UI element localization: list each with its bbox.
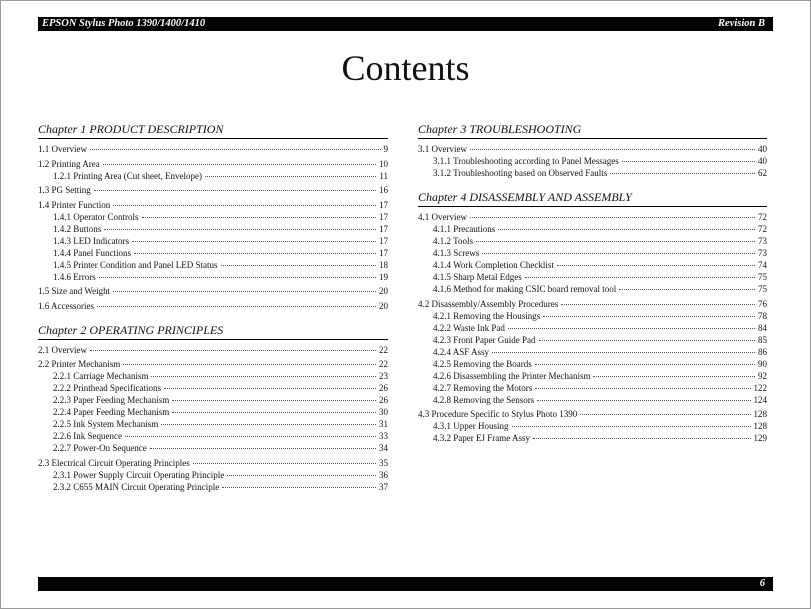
toc-entry[interactable] [38,184,388,196]
dot-leader [561,304,755,305]
dot-leader [482,253,755,254]
toc-entry[interactable] [418,408,767,420]
toc-entry-title: 4.1.5 Sharp Metal Edges [433,272,522,282]
toc-entry-title: 4.1.4 Work Completion Checklist [433,260,554,270]
dot-leader [172,412,376,413]
dot-leader [193,463,376,464]
dot-leader [99,277,376,278]
toc-entry-title: 4.1.3 Screws [433,248,480,258]
toc-left-column [38,120,388,502]
toc-entry[interactable] [418,247,767,259]
toc-entry-title: 1.4.1 Operator Controls [53,211,139,222]
toc-entry-page: 17 [379,247,388,258]
toc-entry-title: 2.3 Electrical Circuit Operating Principles [38,457,190,468]
toc-entry-page: 30 [379,407,388,417]
header-bar [38,17,773,31]
dot-leader [525,277,755,278]
toc-entry-page: 128 [753,421,767,431]
dot-leader [533,438,751,439]
toc-entry[interactable] [38,259,388,271]
toc-entry-page: 124 [753,394,767,405]
toc-entry[interactable] [38,223,388,235]
toc-entry-page: 22 [379,359,388,369]
toc-entry-title: 1.4.6 Errors [53,271,96,282]
toc-entry-page: 92 [758,370,767,381]
toc-entry-page: 72 [758,212,767,222]
toc-entry-page: 90 [758,358,767,369]
dot-leader [113,291,376,292]
toc-entry[interactable] [38,457,388,469]
toc-entry-page: 11 [379,170,388,181]
toc-entry-title: 3.1.2 Troubleshooting based on Observed Faults [433,168,608,178]
toc-entry-page: 23 [379,371,388,381]
toc-entry[interactable] [38,344,388,356]
toc-entry-page: 26 [379,383,388,393]
dot-leader [161,424,376,425]
toc-entry-page: 36 [379,469,388,480]
toc-entry[interactable] [38,271,388,283]
toc-entry-page: 73 [758,248,767,258]
toc-entry[interactable] [418,155,767,167]
toc-entry[interactable] [418,394,767,406]
dot-leader [610,173,755,174]
toc-entry-title: 2.2.3 Paper Feeding Mechanism [53,395,170,405]
toc-entry-page: 9 [383,144,388,154]
chapter-heading[interactable]: Chapter 3 TROUBLESHOOTING [418,120,767,139]
toc-entry[interactable] [418,322,767,334]
toc-entry[interactable] [38,418,388,430]
dot-leader [222,487,376,488]
chapter-heading[interactable]: Chapter 1 PRODUCT DESCRIPTION [38,120,388,139]
toc-entry-page: 128 [753,409,767,419]
toc-entry[interactable] [38,442,388,454]
page-title: Contents [341,48,470,88]
toc-entry-title: 1.2.1 Printing Area (Cut sheet, Envelope) [53,170,202,181]
toc-entry-title: 2.2.5 Ink System Mechanism [53,419,159,429]
toc-entry-page: 31 [379,419,388,429]
toc-entry-title: 2.2.7 Power-On Sequence [53,443,147,453]
toc-entry[interactable] [38,370,388,382]
dot-leader [90,350,376,351]
product-name: EPSON Stylus Photo 1390/1400/1410 [42,18,206,29]
toc-entry[interactable] [418,223,767,235]
toc-entry-page: 62 [758,168,767,178]
dot-leader [151,376,376,377]
toc-entry[interactable] [38,394,388,406]
dot-leader [619,289,755,290]
toc-entry-title: 3.1 Overview [418,144,467,154]
toc-entry-page: 17 [379,223,388,234]
toc-entry-title: 4.1.2 Tools [433,236,473,246]
toc-entry[interactable] [38,211,388,223]
toc-entry-page: 37 [379,481,388,492]
toc-entry[interactable] [418,167,767,179]
toc-entry-page: 16 [379,185,388,195]
toc-entry-title: 4.1.6 Method for making CSIC board removal tool [433,284,617,294]
toc-entry-page: 18 [379,259,388,270]
toc-entry[interactable] [418,271,767,283]
toc-entry-page: 35 [379,457,388,468]
toc-entry-title: 1.6 Accessories [38,300,94,311]
toc-entry-title: 4.3.2 Paper EJ Frame Assy [433,433,530,443]
dot-leader [593,376,755,377]
toc-entry-title: 1.4.2 Buttons [53,223,102,234]
toc-entry-page: 40 [758,156,767,166]
dot-leader [113,205,376,206]
toc-entry[interactable] [38,247,388,259]
toc-entry[interactable] [38,170,388,182]
toc-entry-page: 34 [379,443,388,453]
dot-leader [476,241,755,242]
toc-entry-title: 4.2.8 Removing the Sensors [433,394,535,405]
toc-entry-page: 78 [758,310,767,321]
toc-entry[interactable] [418,235,767,247]
toc-entry-page: 17 [379,199,388,210]
toc-entry-title: 4.2.5 Removing the Boards [433,358,532,369]
toc-entry[interactable] [38,300,388,312]
chapter-section [418,188,767,444]
toc-entry[interactable] [38,382,388,394]
toc-entry[interactable] [38,199,388,211]
footer-bar [38,577,773,591]
toc-entry-page: 17 [379,211,388,222]
toc-entry[interactable] [418,358,767,370]
toc-entry-title: 2.2.1 Carriage Mechanism [53,371,149,381]
toc-entry[interactable] [418,420,767,432]
dot-leader [142,217,377,218]
dot-leader [134,253,376,254]
toc-entry-page: 22 [379,344,388,355]
dot-leader [150,448,376,449]
toc-entry-title: 1.4.4 Panel Functions [53,247,131,258]
toc-entry[interactable] [38,143,388,155]
toc-entry-title: 1.2 Printing Area [38,158,100,169]
toc-entry-title: 4.2.4 ASF Assy [433,346,490,357]
dot-leader [470,217,755,218]
toc-entry-page: 20 [379,300,388,311]
toc-right-column [418,120,767,453]
toc-entry-title: 1.4.5 Printer Condition and Panel LED Status [53,259,218,270]
toc-entry-page: 33 [379,431,388,441]
toc-entry-page: 75 [758,284,767,294]
toc-entry-page: 17 [379,235,388,246]
toc-entry[interactable] [418,346,767,358]
toc-entry-page: 20 [379,286,388,296]
dot-leader [470,149,755,150]
toc-entry-title: 1.1 Overview [38,144,87,154]
toc-entry-page: 26 [379,395,388,405]
toc-entry[interactable] [418,143,767,155]
toc-entry-title: 4.2.7 Removing the Motors [433,382,533,393]
toc-entry[interactable] [418,283,767,295]
toc-entry-page: 129 [753,433,767,443]
dot-leader [90,149,381,150]
dot-leader [543,316,755,317]
toc-entry-page: 40 [758,144,767,154]
dot-leader [622,161,755,162]
toc-entry-title: 4.3.1 Upper Housing [433,421,509,431]
toc-entry-page: 122 [753,382,767,393]
toc-entry-title: 4.2.1 Removing the Housings [433,310,541,321]
toc-entry[interactable] [38,469,388,481]
dot-leader [94,190,376,191]
dot-leader [539,340,756,341]
toc-entry-title: 1.5 Size and Weight [38,286,111,296]
toc-entry[interactable] [38,358,388,370]
toc-entry-title: 4.2 Disassembly/Assembly Procedures [418,298,559,309]
dot-leader [227,475,376,476]
toc-entry-title: 2.2.2 Printhead Specifications [53,383,161,393]
toc-entry-page: 73 [758,236,767,246]
toc-entry-page: 74 [758,260,767,270]
toc-entry[interactable] [418,370,767,382]
toc-entry[interactable] [418,310,767,322]
dot-leader [508,328,755,329]
toc-entry-page: 75 [758,272,767,282]
dot-leader [512,426,751,427]
dot-leader [104,229,376,230]
toc-entry-title: 3.1.1 Troubleshooting according to Panel Messages [433,156,619,166]
dot-leader [97,306,376,307]
dot-leader [103,164,376,165]
toc-entry-title: 1.3 PG Setting [38,185,91,195]
toc-entry-title: 4.3 Procedure Specific to Stylus Photo 1390 [418,409,578,419]
toc-entry[interactable] [38,406,388,418]
toc-entry-page: 72 [758,224,767,234]
toc-entry[interactable] [418,259,767,271]
dot-leader [205,176,376,177]
revision-label: Revision B [718,18,765,29]
toc-entry[interactable] [38,430,388,442]
toc-entry-title: 2.3.2 C655 MAIN Circuit Operating Principle [53,481,220,492]
dot-leader [535,364,755,365]
toc-entry[interactable] [38,235,388,247]
toc-entry-page: 86 [758,346,767,357]
dot-leader [123,364,376,365]
toc-entry-title: 2.2 Printer Mechanism [38,359,121,369]
dot-leader [557,265,755,266]
toc-entry[interactable] [418,382,767,394]
dot-leader [580,414,750,415]
dot-leader [125,436,376,437]
toc-entry-page: 19 [379,271,388,282]
toc-entry[interactable] [418,334,767,346]
toc-entry[interactable] [38,481,388,493]
toc-entry-title: 4.2.2 Waste Ink Pad [433,322,505,333]
chapter-heading[interactable]: Chapter 2 OPERATING PRINCIPLES [38,321,388,340]
chapter-heading[interactable]: Chapter 4 DISASSEMBLY AND ASSEMBLY [418,188,767,207]
dot-leader [498,229,755,230]
chapter-section [38,120,388,312]
dot-leader [132,241,376,242]
chapter-section [418,120,767,179]
toc-entry-title: 4.1 Overview [418,212,467,222]
toc-entry-page: 76 [758,298,767,309]
dot-leader [221,265,377,266]
dot-leader [492,352,755,353]
toc-entry[interactable] [418,432,767,444]
toc-entry-title: 4.2.3 Front Paper Guide Pad [433,334,536,345]
toc-entry-title: 4.1.1 Precautions [433,224,496,234]
dot-leader [537,400,750,401]
toc-entry[interactable] [38,158,388,170]
toc-entry-title: 4.2.6 Disassembling the Printer Mechanism [433,370,591,381]
toc-entry-title: 1.4 Printer Function [38,199,111,210]
toc-entry[interactable] [418,298,767,310]
dot-leader [535,388,750,389]
toc-entry-title: 2.2.6 Ink Sequence [53,431,122,441]
toc-entry-page: 85 [758,334,767,345]
dot-leader [164,388,376,389]
page-number: 6 [759,578,765,589]
toc-entry-page: 10 [379,158,388,169]
dot-leader [172,400,376,401]
chapter-section [38,321,388,493]
toc-entry[interactable] [418,211,767,223]
toc-entry[interactable] [38,285,388,297]
toc-entry-title: 2.3.1 Power Supply Circuit Operating Principle [53,469,225,480]
toc-entry-page: 84 [758,322,767,333]
toc-entry-title: 2.2.4 Paper Feeding Mechanism [53,407,170,417]
toc-entry-title: 1.4.3 LED Indicators [53,235,129,246]
toc-entry-title: 2.1 Overview [38,344,87,355]
